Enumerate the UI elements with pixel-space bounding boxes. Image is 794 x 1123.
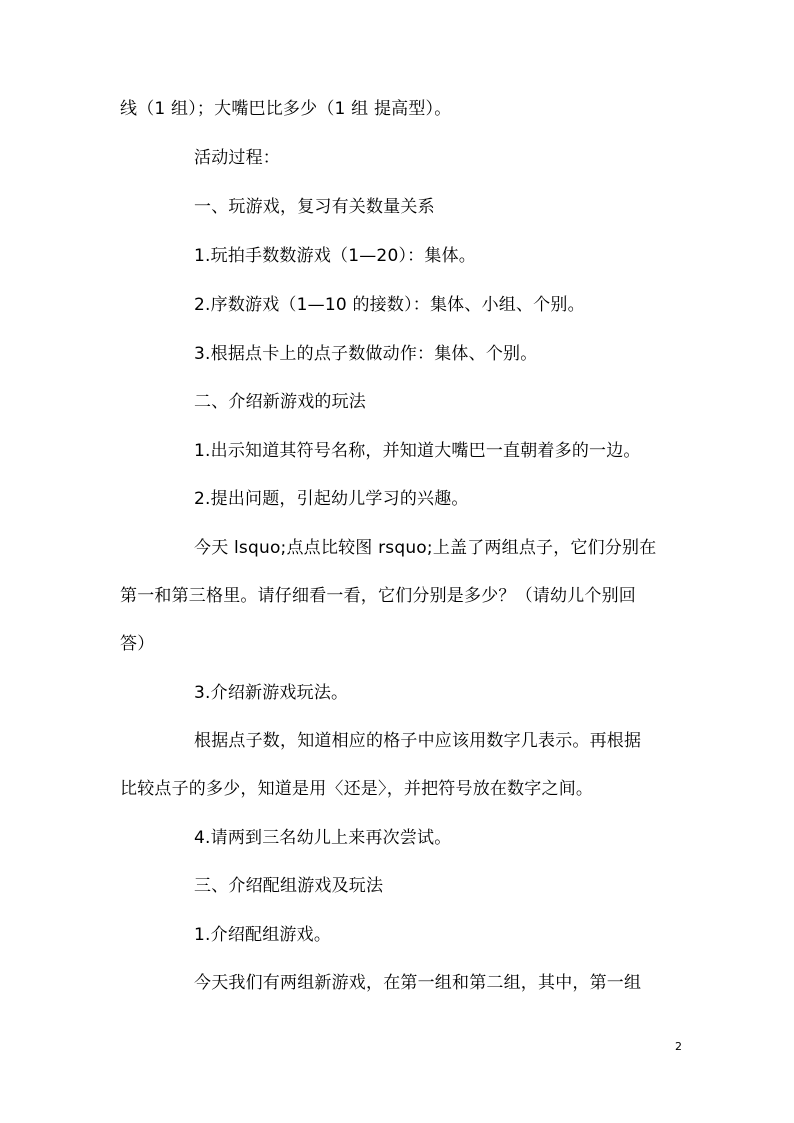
list-item: 1.出示知道其符号名称，并知道大嘴巴一直朝着多的一边。 [194, 441, 641, 461]
list-item: 1.介绍配组游戏。 [194, 925, 332, 945]
list-item: 1.玩拍手数数游戏（1—20）：集体。 [194, 246, 476, 266]
section-heading: 活动过程： [194, 148, 280, 168]
paragraph-line: 今天我们有两组新游戏，在第一组和第二组，其中，第一组 [194, 973, 642, 993]
section-heading: 一、玩游戏，复习有关数量关系 [194, 197, 435, 217]
paragraph-line: 第一和第三格里。请仔细看一看，它们分别是多少？（请幼儿个别回 [120, 586, 636, 606]
paragraph-line: 答） [120, 634, 155, 654]
list-item: 3.介绍新游戏玩法。 [194, 683, 349, 703]
page-number: 2 [675, 1040, 682, 1053]
list-item: 2.提出问题，引起幼儿学习的兴趣。 [194, 489, 469, 509]
text-line: 线（1 组）；大嘴巴比多少（1 组 提高型）。 [120, 99, 452, 119]
section-heading: 二、介绍新游戏的玩法 [194, 392, 366, 412]
paragraph-line: 根据点子数，知道相应的格子中应该用数字几表示。再根据 [194, 731, 642, 751]
paragraph-line: 比较点子的多少，知道是用〈还是〉，并把符号放在数字之间。 [120, 779, 594, 799]
list-item: 4.请两到三名幼儿上来再次尝试。 [194, 828, 452, 848]
section-heading: 三、介绍配组游戏及玩法 [194, 876, 384, 896]
list-item: 2.序数游戏（1—10 的接数）：集体、小组、个别。 [194, 295, 585, 315]
list-item: 3.根据点卡上的点子数做动作：集体、个别。 [194, 344, 538, 364]
paragraph-line: 今天 lsquo;点点比较图 rsquo;上盖了两组点子，它们分别在 [194, 538, 657, 558]
